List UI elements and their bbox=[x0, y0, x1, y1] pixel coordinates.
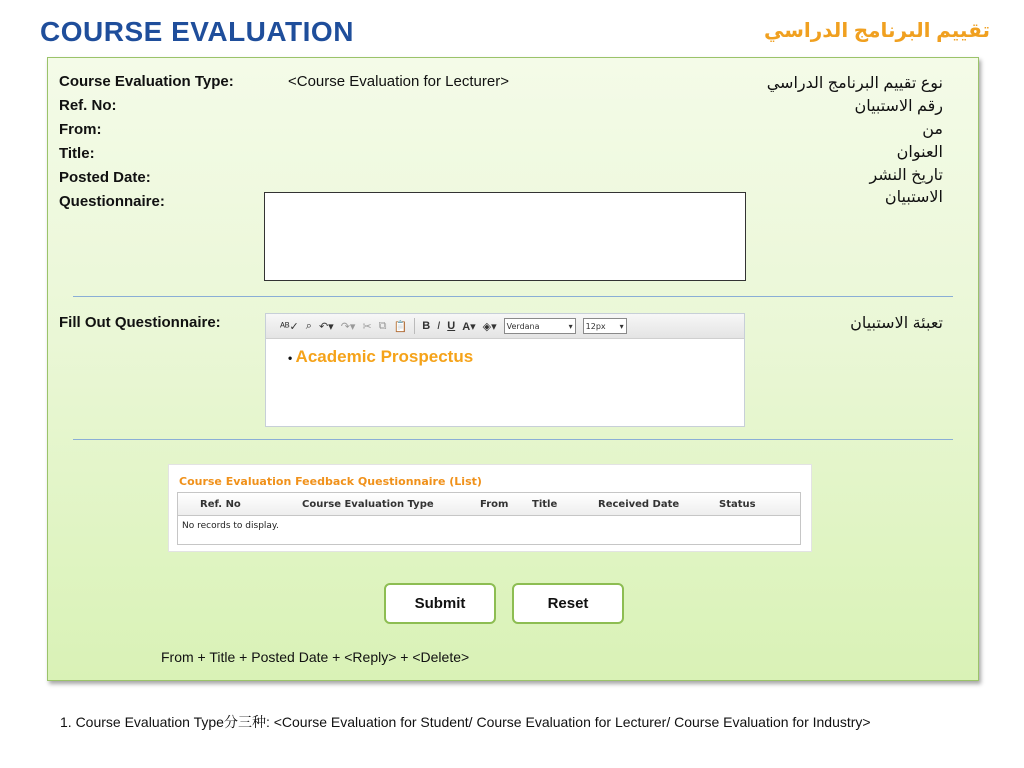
grid-table bbox=[177, 492, 801, 545]
title-label: Title: bbox=[59, 145, 95, 162]
editor-content-item: • Academic Prospectus bbox=[288, 347, 744, 367]
posted-date-label: Posted Date: bbox=[59, 169, 151, 186]
editor-content-area[interactable] bbox=[266, 339, 744, 367]
toolbar-separator bbox=[414, 318, 415, 334]
fill-out-questionnaire-label: Fill Out Questionnaire: bbox=[59, 314, 221, 331]
course-evaluation-type-label-arabic: نوع تقييم البرنامج الدراسي bbox=[766, 75, 943, 92]
font-select-value: Verdana bbox=[506, 321, 540, 331]
rich-text-editor[interactable] bbox=[265, 313, 745, 427]
editor-toolbar bbox=[266, 314, 744, 339]
title-label-arabic: العنوان bbox=[896, 144, 943, 161]
grid-empty-message: No records to display. bbox=[182, 521, 279, 531]
chevron-down-icon: ▾ bbox=[619, 321, 624, 331]
undo-icon[interactable]: ↶▾ bbox=[318, 320, 334, 333]
from-label: From: bbox=[59, 121, 102, 138]
column-header-ref-no[interactable]: Ref. No bbox=[200, 499, 241, 510]
from-label-arabic: من bbox=[922, 121, 943, 138]
questionnaire-label: Questionnaire: bbox=[59, 193, 165, 210]
cut-icon[interactable]: ✂ bbox=[362, 320, 372, 333]
ref-no-label: Ref. No: bbox=[59, 97, 117, 114]
form-panel bbox=[47, 57, 979, 681]
column-header-received-date[interactable]: Received Date bbox=[598, 499, 680, 510]
redo-icon[interactable]: ↷▾ bbox=[340, 320, 356, 333]
column-header-title[interactable]: Title bbox=[532, 499, 558, 510]
grid-title: Course Evaluation Feedback Questionnaire (List) bbox=[179, 475, 482, 488]
size-select-value: 12px bbox=[585, 321, 606, 331]
column-header-course-evaluation-type[interactable]: Course Evaluation Type bbox=[302, 499, 434, 510]
questionnaire-label-arabic: الاستبيان bbox=[884, 189, 943, 206]
reset-button[interactable]: Reset bbox=[512, 583, 624, 624]
size-select[interactable] bbox=[583, 318, 627, 334]
paste-icon[interactable]: 📋 bbox=[393, 320, 408, 333]
font-select[interactable] bbox=[504, 318, 576, 334]
page-title-arabic: تقييم البرنامج الدراسي bbox=[763, 20, 990, 42]
find-icon[interactable]: ⌕ bbox=[305, 319, 312, 332]
divider bbox=[73, 296, 953, 297]
grid-actions-note: From + Title + Posted Date + <Reply> + <Delete> bbox=[161, 649, 470, 665]
fill-out-questionnaire-label-arabic: تعبئة الاستبيان bbox=[850, 315, 943, 332]
italic-icon[interactable]: I bbox=[437, 320, 441, 332]
highlight-color-icon[interactable]: ◈▾ bbox=[482, 320, 497, 333]
course-evaluation-type-value: <Course Evaluation for Lecturer> bbox=[288, 73, 509, 90]
page-title: COURSE EVALUATION bbox=[40, 16, 354, 47]
chevron-down-icon: ▾ bbox=[568, 321, 573, 331]
underline-icon[interactable]: U bbox=[447, 320, 456, 332]
questionnaire-field[interactable] bbox=[264, 192, 746, 281]
questionnaire-list-grid bbox=[168, 464, 812, 552]
column-header-from[interactable]: From bbox=[480, 499, 509, 510]
ref-no-label-arabic: رقم الاستبيان bbox=[854, 98, 943, 115]
posted-date-label-arabic: تاريخ النشر bbox=[869, 167, 943, 184]
submit-button[interactable]: Submit bbox=[384, 583, 496, 624]
bold-icon[interactable]: B bbox=[422, 320, 431, 332]
column-header-status[interactable]: Status bbox=[719, 499, 756, 510]
divider bbox=[73, 439, 953, 440]
footnote: 1. Course Evaluation Type分三种: <Course Evaluation for Student/ Course Evaluation for Lecturer/ Course Evaluation for Industry> bbox=[60, 714, 871, 730]
font-color-icon[interactable]: A▾ bbox=[462, 320, 476, 333]
copy-icon[interactable]: ⧉ bbox=[378, 319, 387, 332]
course-evaluation-type-label: Course Evaluation Type: bbox=[59, 73, 234, 90]
spellcheck-icon[interactable]: ᴬᴮ✓ bbox=[280, 320, 299, 333]
grid-header-row bbox=[178, 493, 800, 516]
